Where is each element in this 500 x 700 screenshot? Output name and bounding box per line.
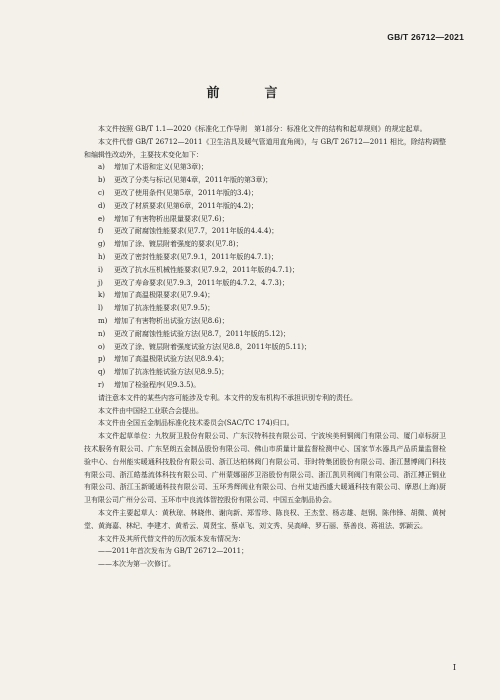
list-item [84, 315, 446, 328]
proposer-paragraph: 本文件由中国轻工业联合会提出。 [98, 406, 203, 415]
history-item: ——2011年首次发布为 GB/T 26712—2011； [98, 547, 249, 556]
list-marker: c) [98, 188, 105, 197]
changes-list [84, 161, 446, 391]
list-item [84, 366, 446, 379]
list-item [84, 174, 446, 187]
list-item-text: 增加了有害物析出限量要求(见7.6)； [114, 214, 229, 223]
list-marker: f) [98, 227, 104, 236]
list-item [84, 187, 446, 200]
committee-paragraph: 本文件由全国五金制品标准化技术委员会(SAC/TC 174)归口。 [98, 419, 294, 428]
list-marker: l) [98, 304, 103, 313]
list-marker: p) [98, 355, 106, 364]
list-item [84, 289, 446, 302]
list-marker: m) [98, 316, 108, 325]
list-marker: i) [98, 265, 103, 274]
list-marker: g) [98, 240, 106, 249]
list-item [84, 200, 446, 213]
list-marker: r) [98, 380, 105, 389]
list-item [84, 225, 446, 238]
list-item-text: 更改了耐腐蚀性能试验方法(见8.7，2011年版的5.12)； [114, 329, 290, 338]
history-item: ——本次为第一次修订。 [98, 560, 175, 569]
list-marker: e) [98, 214, 105, 223]
list-item-text: 增加了抗冻性能试验方法(见8.9.5)； [114, 368, 229, 377]
intro-paragraph: 本文件按照 GB/T 1.1—2020《标准化工作导则 第1部分：标准化文件的结构和起草规则》的规定起草。 [98, 125, 427, 133]
list-item-text: 增加了高温极限试验方法(见8.9.4)； [114, 355, 229, 364]
list-item [84, 379, 446, 392]
document-body [84, 123, 446, 571]
list-item [84, 302, 446, 315]
list-item [84, 251, 446, 264]
list-item [84, 277, 446, 290]
list-marker: o) [98, 342, 105, 351]
list-item-text: 更改了材质要求(见第6章，2011年版的4.2)； [114, 201, 258, 210]
list-item [84, 238, 446, 251]
list-marker: k) [98, 291, 105, 300]
list-marker: h) [98, 252, 106, 261]
list-marker: q) [98, 368, 106, 377]
list-item [84, 341, 446, 354]
list-item-text: 更改了密封性能要求(见7.9.1，2011年版的4.7.1)； [114, 252, 278, 261]
list-item [84, 213, 446, 226]
list-item [84, 264, 446, 277]
list-item-text: 增加了抗冻性能要求(见7.9.5)； [114, 304, 215, 313]
drafters-paragraph: 本文件主要起草人：黄秋琼、林晓伟、谢向新、郑雪珍、陈良权、王杰堂、杨志雄、赵钢、陈伟锋、胡微、黄树堂、黄海嘉、林纪、李建才、黄希云、周贤宝、蔡卓飞、刘文秀、吴高峰、罗石丽、蔡善良、蒋祖法、郭颖云。 [84, 508, 446, 530]
list-item-text: 增加了高温极限要求(见7.9.4)； [114, 291, 215, 300]
standard-number: GB/T 26712—2021 [387, 32, 464, 42]
history-intro: 本文件及其所代替文件的历次版本发布情况为： [98, 534, 245, 543]
drafting-units-paragraph: 本文件起草单位：九牧厨卫股份有限公司、广东汉特科技有限公司、宁波埃美柯铜阀门有限公司、厦门卓标厨卫技术服务有限公司、广东坚朗五金制品股份有限公司、佛山市质量计量监督检测中心、国家节水器具产品质量监督检验中心、台州能实暖通科技股份有限公司、浙江达柏林阀门有限公司、菲时特集团股份有限公司、浙江慧博阀门科技有限公司、浙江皓基流体科技有限公司、广州蒙娜丽莎卫浴股份有限公司、浙江凯贝利阀门有限公司、浙江搏正铜业有限公司、浙江玉新暖通科技有限公司、玉环秀辉阀业有限公司、台州艾迪西盛大暖通科技有限公司、摩恩(上海)厨卫有限公司广州分公司、玉环市中良流体智控股份有限公司、中国五金制品协会。 [84, 432, 446, 505]
list-item-text: 增加了涂、镀层附着强度的要求(见7.8)； [114, 240, 243, 249]
list-marker: j) [98, 278, 103, 287]
list-item-text: 增加了检验程序(见9.3.5)。 [114, 380, 201, 389]
intro-paragraph: 本文件代替 GB/T 26712—2011《卫生洁具及暖气管道用直角阀》，与 GB/T 26712—2011 相比，除结构调整和编辑性改动外，主要技术变化如下： [84, 137, 446, 159]
list-item-text: 更改了涂、镀层附着强度试验方法(见8.8，2011年版的5.11)； [114, 342, 311, 351]
list-item-text: 更改了使用条件(见第5章，2011年版的3.4)； [114, 188, 258, 197]
list-marker: b) [98, 176, 106, 185]
page-number: I [452, 663, 456, 672]
list-item-text: 增加了术语和定义(见第3章)； [114, 163, 208, 172]
list-marker: n) [98, 329, 106, 338]
list-item-text: 增加了有害物析出试验方法(见8.6)； [114, 316, 229, 325]
list-item-text: 更改了分类与标记(见第4章，2011年版的第3章)； [114, 176, 273, 185]
list-item [84, 353, 446, 366]
list-item-text: 更改了耐腐蚀性能要求(见7.7，2011年版的4.4.4)； [114, 227, 279, 236]
list-item [84, 161, 446, 174]
patent-notice: 请注意本文件的某些内容可能涉及专利。本文件的发布机构不承担识别专利的责任。 [98, 393, 357, 402]
page-title: 前 言 [206, 86, 294, 101]
list-item-text: 更改了寿命要求(见7.9.3，2011年版的4.7.2、4.7.3)； [114, 278, 289, 287]
list-item-text: 更改了抗水压机械性能要求(见7.9.2，2011年版的4.7.1)； [114, 265, 299, 274]
list-marker: a) [98, 163, 105, 172]
list-marker: d) [98, 201, 106, 210]
list-item [84, 328, 446, 341]
